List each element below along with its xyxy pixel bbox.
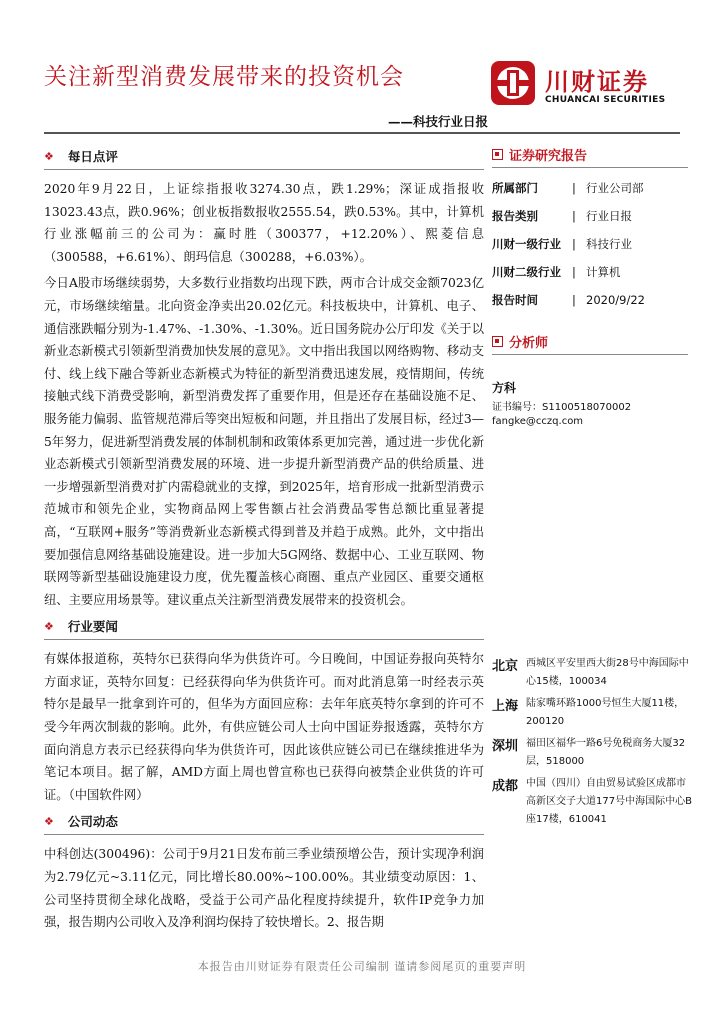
sidebar-divider [492,354,688,355]
sidebar-divider [492,167,688,168]
office-addresses [492,655,692,833]
analyst-email[interactable]: fangke@cczq.com [492,416,584,427]
info-row-category: 报告类别 | 行业日报 [492,209,632,223]
section-heading: 每日点评 [67,149,118,164]
daily-review-section [44,145,484,611]
diamond-bullet-icon: ❖ [44,814,54,828]
paragraph: 中科创达(300496)：公司于9月21日发布前三季业绩预增公告，预计实现净利润为2.79亿元~3.11亿元，同比增长80.00%~100.00%。其业绩变动原因：1、公司坚持贯彻全球化战略，受益于公司产品化程度持续提升，软件IP竞争力加强，报告期内公司收入及净利润均保持了较快增长。2、报告期 [44,847,484,930]
page-footer-disclaimer: 本报告由川财证券有限责任公司编制 谨请参阅尾页的重要声明 [197,960,527,973]
section-divider [44,834,484,835]
info-row-industry-level1: 川财一级行业 | 科技行业 [492,237,632,251]
analyst-certificate: 证书编号：S1100518070002 [492,402,632,413]
analyst-block [492,332,688,427]
report-info-heading: 证券研究报告 [492,145,688,163]
company-news-section [44,810,484,933]
paragraph: 有媒体报道称，英特尔已获得向华为供货许可。今日晚间，中国证券报向英特尔方面求证，英特尔回复：已经获得向华为供货许可。而对此消息第一时经表示英特尔是最早一批拿到许可的，但华为方面回应称：去年年底英特尔拿到的许可不受今年两次制裁的影响。此外，有供应链公司人士向中国证券报透露，英特尔方面向消息方表示已经获得向华为供货许可，因此该供应链公司已在继续推进华为笔记本项目。据了解，AMD方面上周也曾宣称也已获得向被禁企业供货的许可证。（中国软件网） [44,652,484,802]
info-row-industry-level2: 川财二级行业 | 计算机 [492,265,621,279]
section-divider [44,639,484,640]
analyst-heading: 分析师 [492,332,688,350]
section-divider [44,169,484,170]
industry-news-section [44,615,484,806]
office-chengdu: 成都 中国（四川）自由贸易试验区成都市高新区交子大道177号中海国际中心B座17楼，610041 [492,778,692,825]
square-bullet-icon [492,149,503,160]
info-row-department: 所属部门 | 行业公司部 [492,181,644,195]
office-beijing: 北京 西城区平安里西大街28号中海国际中心15楼，100034 [492,658,689,687]
chuancai-logo-icon [490,60,536,106]
paragraph: 2020年9月22日，上证综指报收3274.30点，跌1.29%；深证成指报收13023.43点，跌0.96%；创业板指数报收2555.54，跌0.53%。其中，计算机行业涨幅前三的公司为：赢时胜（300377，+12.20%）、熙菱信息（300588，+6.61%）、朗玛信息（300288，+6.03%）。 [44,182,484,264]
square-bullet-icon [492,336,503,347]
report-title: 关注新型消费发展带来的投资机会 [44,64,404,90]
sidebar [492,145,688,427]
info-row-report-date: 报告时间 | 2020/9/22 [492,293,645,307]
logo-english-name: CHUANCAI SECURITIES [545,95,666,105]
logo-chinese-name: 川财证券 [545,68,649,96]
office-shenzhen: 深圳 福田区福华一路6号免税商务大厦32层，518000 [492,738,686,767]
company-logo [490,60,690,110]
section-heading: 行业要闻 [67,619,118,635]
diamond-bullet-icon: ❖ [44,149,54,163]
main-column [44,145,484,938]
section-heading: 公司动态 [67,814,118,830]
analyst-name: 方科 [492,381,517,395]
office-shanghai: 上海 陆家嘴环路1000号恒生大厦11楼，200120 [492,698,685,727]
report-subtitle: ——科技行业日报 [387,114,488,129]
header-divider [44,132,680,134]
paragraph: 今日A股市场继续弱势，大多数行业指数均出现下跌，两市合计成交金额7023亿元，市场继续缩量。北向资金净卖出20.02亿元。科技板块中，计算机、电子、通信涨跌幅分别为-1.47%、-1.30%、-1.30%。近日国务院办公厅印发《关于以新业态新模式引领新型消费加快发展的意见》。文中指出我国以网络购物、移动支付、线上线下融合等新业态新模式为特征的新型消费迅速发展，疫情期间，传统接触式线下消费受影响，新型消费发挥了重要作用，但是还存在基础设施不足、服务能力偏弱、监管规范滞后等突出短板和问题，并且指出了发展目标，经过3—5年努力，促进新型消费发展的体制机制和政策体系更加完善，通过进一步优化新业态新模式引领新型消费发展的环境、进一步提升新型消费产品的供给质量、进一步增强新型消费对扩内需稳就业的支撑，到2025年，培育形成一批新型消费示范城市和领先企业，实物商品网上零售额占社会消费品零售总额比重显著提高，“互联网+服务”等消费新业态新模式得到普及并趋于成熟。此外，文中指出要加强信息网络基础设施建设。进一步加大5G网络、数据中心、工业互联网、物联网等新型基础设施建设力度，优先覆盖核心商圈、重点产业园区、重要交通枢纽、主要应用场景等。建议重点关注新型消费发展带来的投资机会。 [44,276,484,607]
diamond-bullet-icon: ❖ [44,619,54,633]
